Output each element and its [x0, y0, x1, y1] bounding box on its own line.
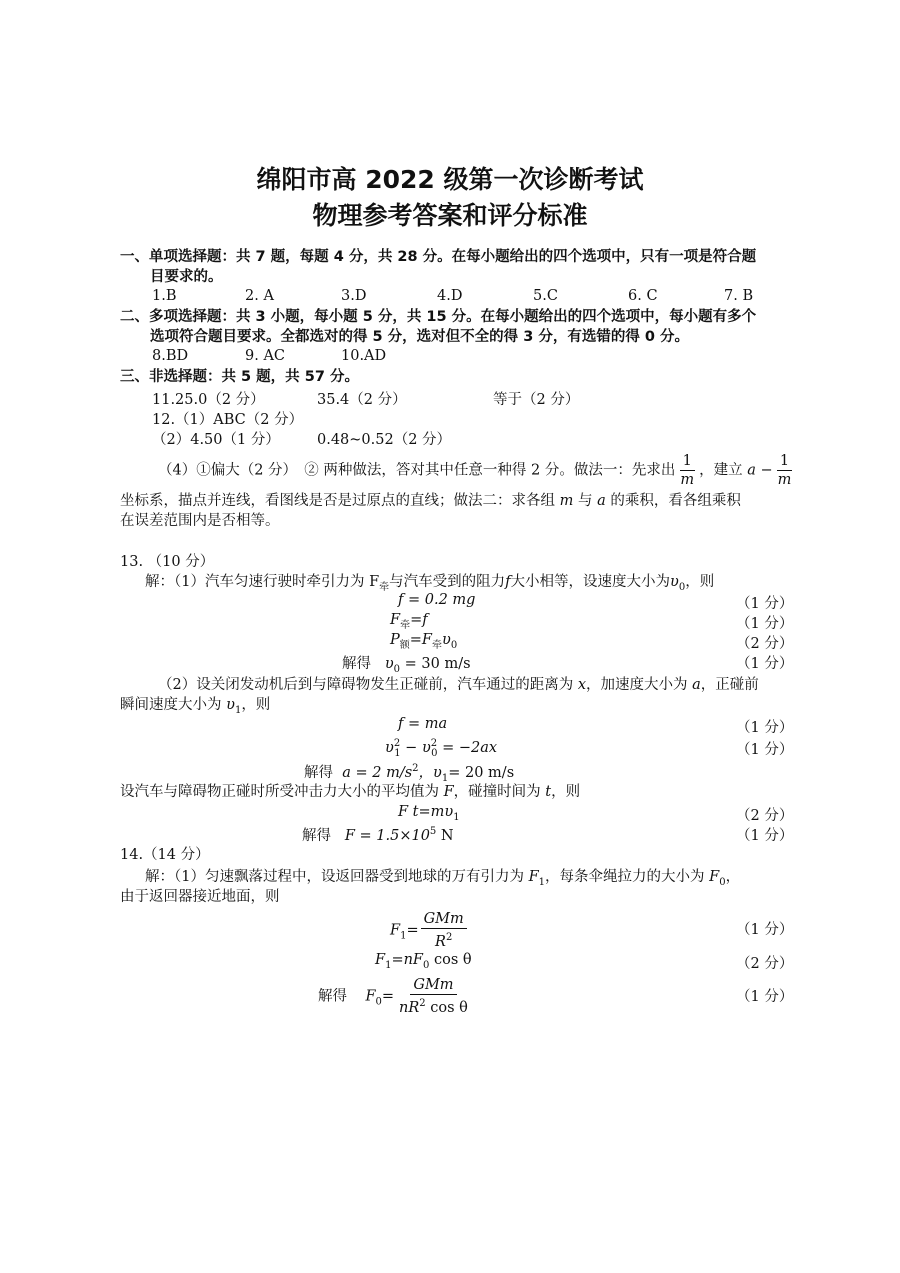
q14-header: 14.（14 分） [120, 847, 210, 863]
q13-part3-text: 设汽车与障碍物正碰时所受冲击力大小的平均值为 F，碰撞时间为 t，则 [120, 784, 581, 800]
q13-eq5: f = ma [398, 716, 448, 732]
q14-part1-text: 解：（1）匀速飘落过程中，设返回器受到地球的万有引力为 $F_1$，每条伞绳拉力的大小为 $F_0$， [145, 869, 741, 888]
answer-10: 10.AD [341, 348, 387, 364]
answer-4: 4.D [437, 288, 463, 304]
q13-eq9: 解得 $F = 1.5\times 10^5$ N [302, 826, 454, 844]
section2-heading: 二、多项选择题：共 3 小题，每小题 5 分，共 15 分。在每小题给出的四个选项中，每小题有多个 [120, 309, 757, 325]
q13-eq8: F $t=m\upsilon_1$ [398, 804, 460, 823]
q14-eq3: 解得 $F_0=$ $\frac{\text{GMm}}{nR^2 \cos \theta}$ [318, 977, 468, 1016]
q14-eq1: $F_1=$ $\frac{\text{GMm}}{R^2}$ [390, 910, 469, 951]
answer-5: 5.C [533, 288, 558, 304]
answer-12-1: 12.（1）ABC（2 分） [152, 412, 304, 428]
q13-score7: （2 分） [736, 808, 794, 824]
q13-eq6: $\upsilon^2_1 - \upsilon^2_0 = -2ax$ [385, 738, 498, 759]
q14-score1: （1 分） [736, 922, 794, 938]
answer-6: 6. C [628, 288, 658, 304]
q13-header: 13. （10 分） [120, 554, 215, 570]
answer-2: 2. A [245, 288, 274, 304]
section3-heading: 三、非选择题：共 5 题，共 57 分。 [120, 369, 359, 385]
fraction-one-over-m-2: $\frac{1}{m}$ [777, 453, 792, 488]
answer-7: 7. B [724, 288, 754, 304]
answer-12-4-end: 在误差范围内是否相等。 [120, 513, 280, 529]
answer-9: 9. AC [245, 348, 286, 364]
page-title: 绵阳市高 2022 级第一次诊断考试 [256, 165, 644, 194]
answer-12-4-cont: 坐标系，描点并连线，看图线是否是过原点的直线；做法二：求各组 m 与 a 的乘积，看各组乘积 [120, 493, 741, 509]
q14-part1-cont: 由于返回器接近地面，则 [120, 889, 280, 905]
fraction-one-over-m: $\frac{1}{m}$ [680, 453, 695, 488]
q13-score4: （1 分） [736, 656, 794, 672]
q13-score8: （1 分） [736, 828, 794, 844]
answer-11-b: 35.4（2 分） [317, 392, 407, 408]
q13-eq3: $P_额=F_牵\upsilon_0$ [390, 632, 458, 651]
q13-score3: （2 分） [736, 636, 794, 652]
q14-score3: （1 分） [736, 989, 794, 1005]
q13-eq2: $F_牵=f$ [390, 612, 428, 631]
q13-eq4: 解得 $\upsilon_0 = 30$ m/s [342, 656, 471, 675]
q14-score2: （2 分） [736, 956, 794, 972]
q13-eq7: 解得 a = 2 $m/s^2$，$\upsilon_1= 20$ m/s [304, 763, 515, 784]
q13-score2: （1 分） [736, 616, 794, 632]
page-subtitle: 物理参考答案和评分标准 [312, 201, 588, 230]
section2-heading-cont: 选项符合题目要求。全都选对的得 5 分，选对但不全的得 3 分，有选错的得 0 分。 [150, 329, 690, 345]
answer-3: 3.D [341, 288, 367, 304]
answer-1: 1.B [152, 288, 177, 304]
q14-eq2: $F_1=nF_0$ cos θ [375, 952, 472, 971]
q13-score5: （1 分） [736, 720, 794, 736]
q13-score6: （1 分） [736, 742, 794, 758]
answer-11-c: 等于（2 分） [493, 392, 580, 408]
answer-12-2-b: 0.48~0.52（2 分） [317, 432, 452, 448]
q13-eq1: f = 0.2 mg [398, 592, 476, 608]
q13-part2-text: （2）设关闭发动机后到与障碍物发生正碰前，汽车通过的距离为 x，加速度大小为 a，正碰前 [158, 677, 759, 693]
answer-11-a: 11.25.0（2 分） [152, 392, 265, 408]
section1-heading: 一、单项选择题：共 7 题，每题 4 分，共 28 分。在每小题给出的四个选项中，只有一项是符合题 [120, 249, 757, 265]
section1-heading-cont: 目要求的。 [150, 269, 223, 285]
answer-12-4-line: （4）①偏大（2 分） ② 两种做法，答对其中任意一种得 2 分。做法一：先求出 $\frac{1}{m}$ ，建立 a − $\frac{1}{m}$ [158, 452, 796, 489]
q13-score1: （1 分） [736, 596, 794, 612]
q13-part2-cont: 瞬间速度大小为 $\upsilon_1$，则 [120, 697, 271, 716]
answer-12-2-a: （2）4.50（1 分） [152, 432, 280, 448]
q13-part1-text: 解：（1）汽车匀速行驶时牵引力为 $F_牵$与汽车受到的阻力f大小相等，设速度大小为$\upsilon_0$，则 [145, 574, 715, 593]
answer-8: 8.BD [152, 348, 189, 364]
